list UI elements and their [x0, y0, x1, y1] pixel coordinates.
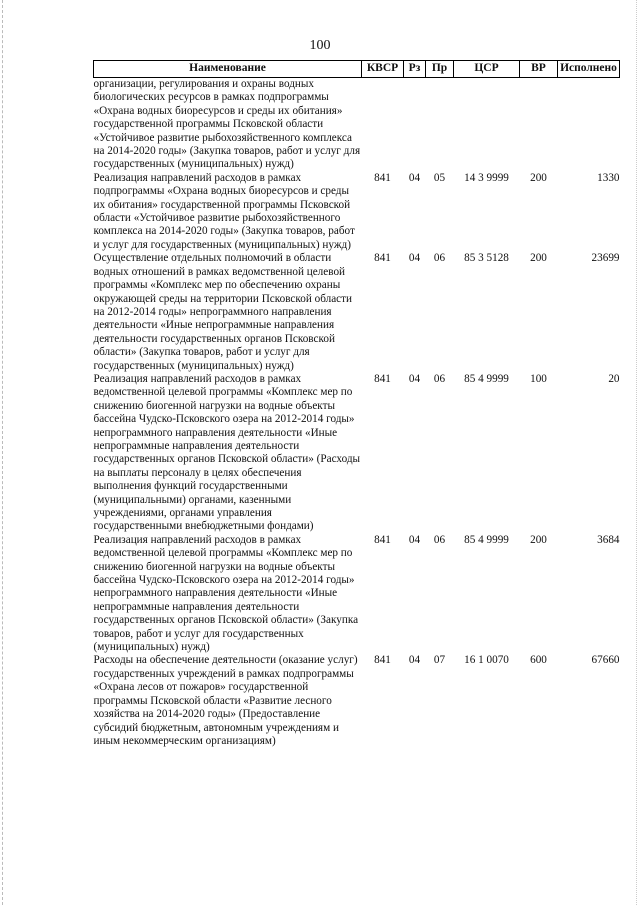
header-name: Наименование: [94, 61, 362, 78]
row-csr: 14 3 9999: [464, 171, 509, 184]
row-done: 1330: [597, 171, 620, 184]
row-vr: 200: [530, 171, 547, 184]
row-vr: 200: [530, 252, 547, 265]
table-row: [94, 252, 620, 373]
row-rz: [404, 78, 426, 172]
row-done: 20: [608, 372, 620, 385]
row-name: Реализация направлений расходов в рамках подпрограммы «Охрана водных биоресурсов и среды их обитания» государственной программы Псковской области «Устойчивое развитие рыбохозяйственного комплекса на 2014-2020 годы» (Закупка товаров, работ и услуг для государственных (муниципальных) нужд): [93, 171, 355, 251]
row-name: Реализация направлений расходов в рамках ведомственной целевой программы «Комплекс мер по снижению биогенной нагрузки на водные объекты бассейна Чудско-Псковского озера на 2012-2014 годы» непрограммного направления деятельности «Иные непрограммные направления деятельности государственных органов Псковской области» (Расходы на выплаты персоналу в целях обеспечения выполнения функций государственными (муниципальными) органами, казенными учреждениями, органами управления государственными внебюджетными фондами): [93, 372, 361, 533]
table-row: [94, 78, 620, 172]
budget-table: [93, 60, 620, 748]
row-rz: 04: [408, 372, 421, 385]
table-row: [94, 172, 620, 252]
row-rz: 04: [408, 171, 421, 184]
table-row: [94, 373, 620, 534]
header-csr: ЦСР: [454, 61, 520, 78]
scan-edge-left: [2, 0, 3, 905]
row-pr: 06: [433, 533, 446, 546]
row-pr: [426, 78, 454, 172]
row-pr: 06: [433, 372, 446, 385]
row-done: [558, 78, 620, 172]
row-kvsr: 841: [374, 372, 391, 385]
row-csr: [454, 78, 520, 172]
row-done: 23699: [591, 252, 620, 265]
row-done: 3684: [597, 533, 620, 546]
row-pr: 05: [433, 171, 446, 184]
row-vr: 600: [530, 654, 547, 667]
table-row: [94, 534, 620, 655]
row-csr: 85 4 9999: [464, 533, 509, 546]
table-header-row: [94, 61, 620, 78]
row-kvsr: 841: [374, 533, 391, 546]
row-name: Осуществление отдельных полномочий в области водных отношений в рамках ведомственной целевой программы «Комплекс мер по обеспечению охраны окружающей среды на территории Псковской области на 2012-2014 годы» непрограммного направления деятельности «Иные непрограммные направления деятельности государственных органов Псковской области» (Закупка товаров, работ и услуг для государственных (муниципальных) нужд): [93, 252, 353, 372]
row-vr: 200: [530, 533, 547, 546]
row-csr: 16 1 0070: [464, 654, 509, 667]
row-vr: 100: [530, 372, 547, 385]
row-rz: 04: [408, 654, 421, 667]
row-kvsr: 841: [374, 252, 391, 265]
header-vr: ВР: [520, 61, 558, 78]
row-vr: [520, 78, 558, 172]
row-csr: 85 3 5128: [464, 252, 509, 265]
row-kvsr: 841: [374, 654, 391, 667]
row-kvsr: [362, 78, 404, 172]
row-csr: 85 4 9999: [464, 372, 509, 385]
header-done: Исполнено: [558, 61, 620, 78]
row-done: 67660: [591, 654, 620, 667]
row-rz: 04: [408, 533, 421, 546]
table-row: [94, 654, 620, 748]
row-name: Реализация направлений расходов в рамках ведомственной целевой программы «Комплекс мер по снижению биогенной нагрузки на водные объекты бассейна Чудско-Псковского озера на 2012-2014 годы» непрограммного направления деятельности «Иные непрограммные направления деятельности государственных органов Псковской области» (Закупка товаров, работ и услуг для государственных (муниципальных) нужд): [93, 533, 359, 654]
header-pr: Пр: [426, 61, 454, 78]
row-kvsr: 841: [374, 171, 391, 184]
header-rz: Рз: [404, 61, 426, 78]
scan-edge-right: [636, 0, 637, 905]
row-rz: 04: [408, 252, 421, 265]
row-name: Расходы на обеспечение деятельности (оказание услуг) государственных учреждений в рамках подпрограммы «Охрана лесов от пожаров» государственной программы Псковской области «Развитие лесного хозяйства на 2014-2020 годы» (Предоставление субсидий бюджетным, автономным учреждениям и иным некоммерческим организациям): [93, 654, 358, 747]
page-number: 100: [309, 38, 331, 53]
row-pr: 06: [433, 252, 446, 265]
row-name: организации, регулирования и охраны водных биологических ресурсов в рамках подпрограммы «Охрана водных биоресурсов и среды их обитания» государственной программы Псковской области «Устойчивое развитие рыбохозяйственного комплекса на 2014-2020 годы» (Закупка товаров, работ и услуг для государственных (муниципальных) нужд): [93, 78, 361, 171]
header-kvsr: КВСР: [362, 61, 404, 78]
row-pr: 07: [433, 654, 446, 667]
